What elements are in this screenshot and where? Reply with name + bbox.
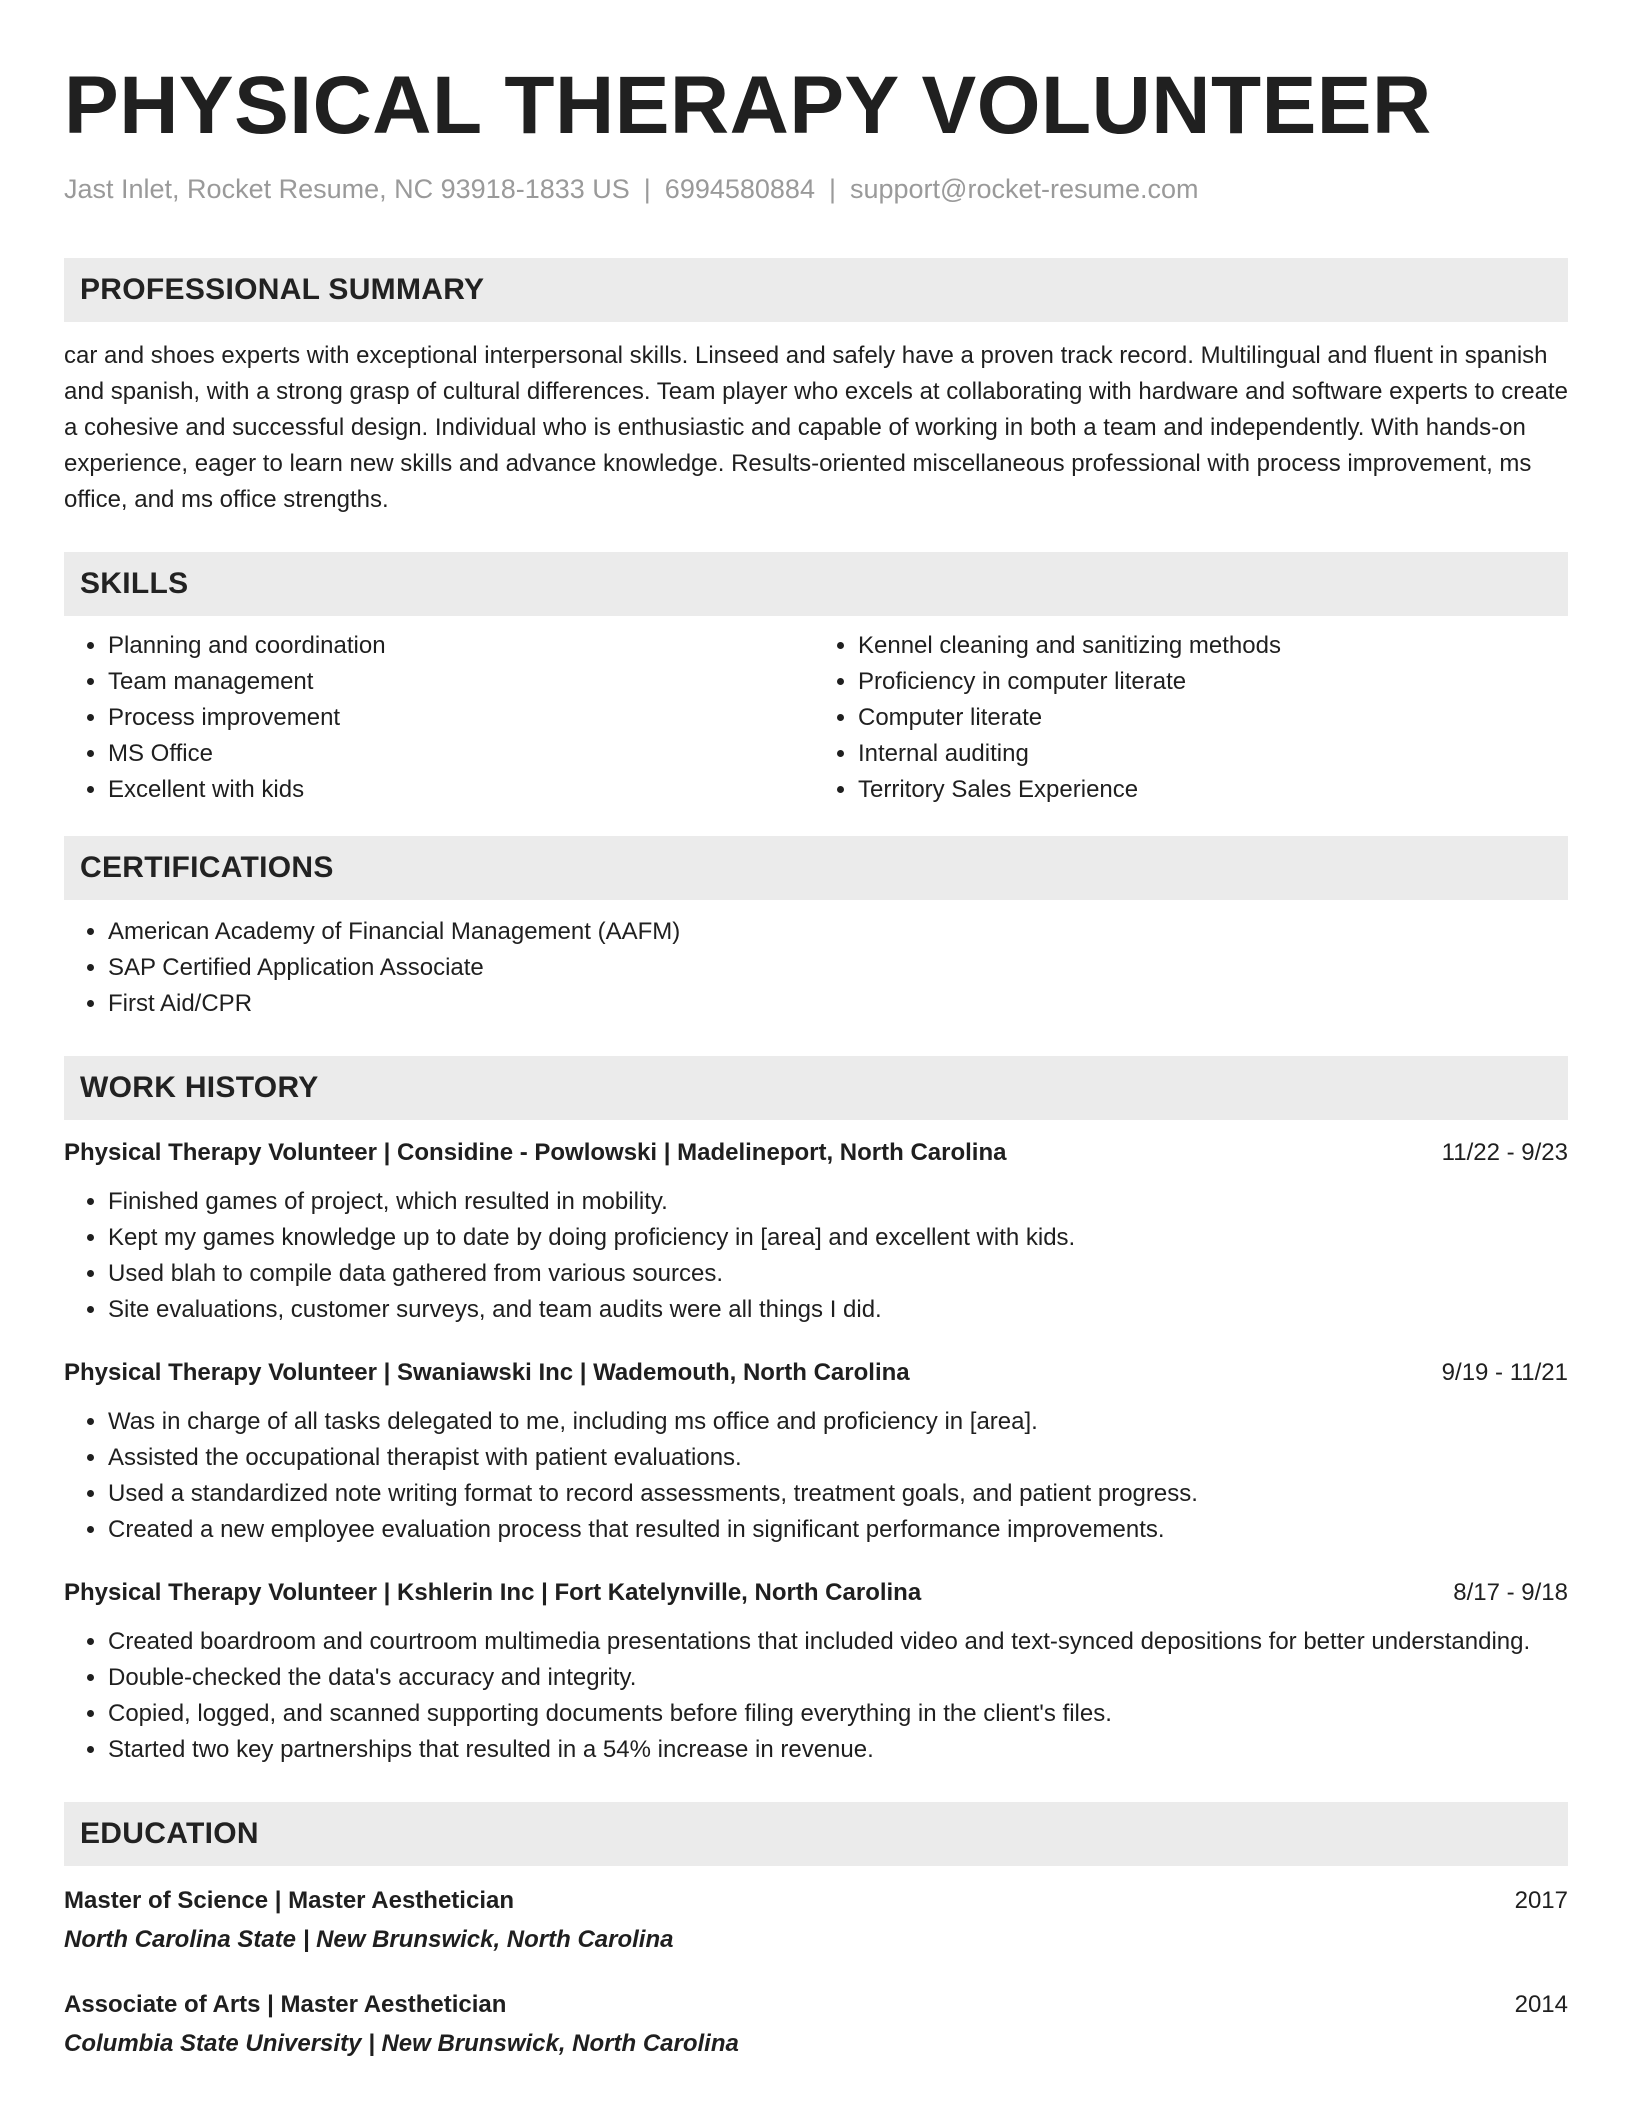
job-bullet: • Assisted the occupational therapist with patient evaluations. — [108, 1440, 1568, 1476]
section-header-summary: PROFESSIONAL SUMMARY — [64, 258, 1568, 322]
candidate-name: PHYSICAL THERAPY VOLUNTEER — [64, 60, 1432, 151]
job-bullet: • Created boardroom and courtroom multimedia presentations that included video and text-synced depositions for better understanding. — [108, 1624, 1568, 1660]
job-dates: 8/17 - 9/18 — [1453, 1579, 1568, 1606]
education-entry — [64, 1884, 1568, 1958]
skill-item: • Team management — [108, 664, 816, 700]
job-title: Physical Therapy Volunteer | Considine - Powlowski | Madelineport, North Carolina — [64, 1139, 1007, 1166]
graduation-year: 2014 — [1514, 1991, 1568, 2018]
skill-item: • MS Office — [108, 736, 816, 772]
section-header-certifications: CERTIFICATIONS — [64, 836, 1568, 900]
certification-item: • SAP Certified Application Associate — [108, 950, 1568, 986]
section-header-work-history: WORK HISTORY — [64, 1056, 1568, 1120]
job-header — [64, 1356, 1568, 1390]
job-bullet: • Created a new employee evaluation process that resulted in significant performance improvements. — [108, 1512, 1568, 1548]
degree-title: Associate of Arts | Master Aesthetician — [64, 1991, 507, 2018]
certification-item: • First Aid/CPR — [108, 986, 1568, 1022]
job-bullets — [64, 1624, 1568, 1768]
contact-separator: | — [643, 174, 651, 204]
section-header-education: EDUCATION — [64, 1802, 1568, 1866]
graduation-year: 2017 — [1514, 1887, 1568, 1914]
skills-list — [64, 628, 1568, 808]
job-entry — [64, 1356, 1568, 1548]
contact-address: Jast Inlet, Rocket Resume, NC 93918-1833 US — [64, 174, 630, 204]
skill-item: • Process improvement — [108, 700, 816, 736]
job-bullet: • Kept my games knowledge up to date by doing proficiency in [area] and excellent with kids. — [108, 1220, 1568, 1256]
job-bullets — [64, 1404, 1568, 1548]
education-header — [64, 1988, 1568, 2022]
skill-item: • Territory Sales Experience — [858, 772, 1568, 808]
job-bullet: • Double-checked the data's accuracy and integrity. — [108, 1660, 1568, 1696]
job-bullet: • Used a standardized note writing format to record assessments, treatment goals, and patient progress. — [108, 1476, 1568, 1512]
job-dates: 9/19 - 11/21 — [1441, 1359, 1568, 1386]
job-header — [64, 1136, 1568, 1170]
education-header — [64, 1884, 1568, 1918]
job-bullets — [64, 1184, 1568, 1328]
certification-item: • American Academy of Financial Management (AAFM) — [108, 914, 1568, 950]
job-bullet: • Started two key partnerships that resulted in a 54% increase in revenue. — [108, 1732, 1568, 1768]
contact-phone: 6994580884 — [664, 174, 815, 204]
education-entry — [64, 1988, 1568, 2062]
job-title: Physical Therapy Volunteer | Kshlerin Inc | Fort Katelynville, North Carolina — [64, 1579, 922, 1606]
job-entry — [64, 1136, 1568, 1328]
contact-line — [64, 172, 1568, 206]
job-bullet: • Used blah to compile data gathered from various sources. — [108, 1256, 1568, 1292]
skill-item: • Proficiency in computer literate — [858, 664, 1568, 700]
summary-text: car and shoes experts with exceptional interpersonal skills. Linseed and safely have a proven track record. Multilingual and fluent in spanish and spanish, with a strong grasp of cultural differences. Team player who excels at collaborating with hardware and software experts to create a cohesive and successful design. Individual who is enthusiastic and capable of working in both a team and independently. With hands-on experience, eager to learn new skills and advance knowledge. Results-oriented miscellaneous professional with process improvement, ms office, and ms office strengths. — [64, 342, 1568, 513]
skill-item: • Planning and coordination — [108, 628, 816, 664]
skills-column-left — [64, 628, 816, 808]
job-title: Physical Therapy Volunteer | Swaniawski Inc | Wademouth, North Carolina — [64, 1359, 910, 1386]
job-dates: 11/22 - 9/23 — [1441, 1139, 1568, 1166]
job-entry — [64, 1576, 1568, 1768]
contact-email: support@rocket-resume.com — [849, 174, 1199, 204]
job-bullet: • Finished games of project, which resulted in mobility. — [108, 1184, 1568, 1220]
skill-item: • Excellent with kids — [108, 772, 816, 808]
job-bullet: • Copied, logged, and scanned supporting documents before filing everything in the client's files. — [108, 1696, 1568, 1732]
certifications-list — [64, 914, 1568, 1022]
school-name: Columbia State University | New Brunswick, North Carolina — [64, 2030, 739, 2057]
school-name: North Carolina State | New Brunswick, North Carolina — [64, 1926, 674, 1953]
job-bullet: • Site evaluations, customer surveys, and team audits were all things I did. — [108, 1292, 1568, 1328]
skill-item: • Kennel cleaning and sanitizing methods — [858, 628, 1568, 664]
skills-column-right — [816, 628, 1568, 808]
skill-item: • Computer literate — [858, 700, 1568, 736]
contact-separator: | — [828, 174, 836, 204]
skill-item: • Internal auditing — [858, 736, 1568, 772]
job-header — [64, 1576, 1568, 1610]
degree-title: Master of Science | Master Aesthetician — [64, 1887, 514, 1914]
section-header-skills: SKILLS — [64, 552, 1568, 616]
job-bullet: • Was in charge of all tasks delegated to me, including ms office and proficiency in [area]. — [108, 1404, 1568, 1440]
